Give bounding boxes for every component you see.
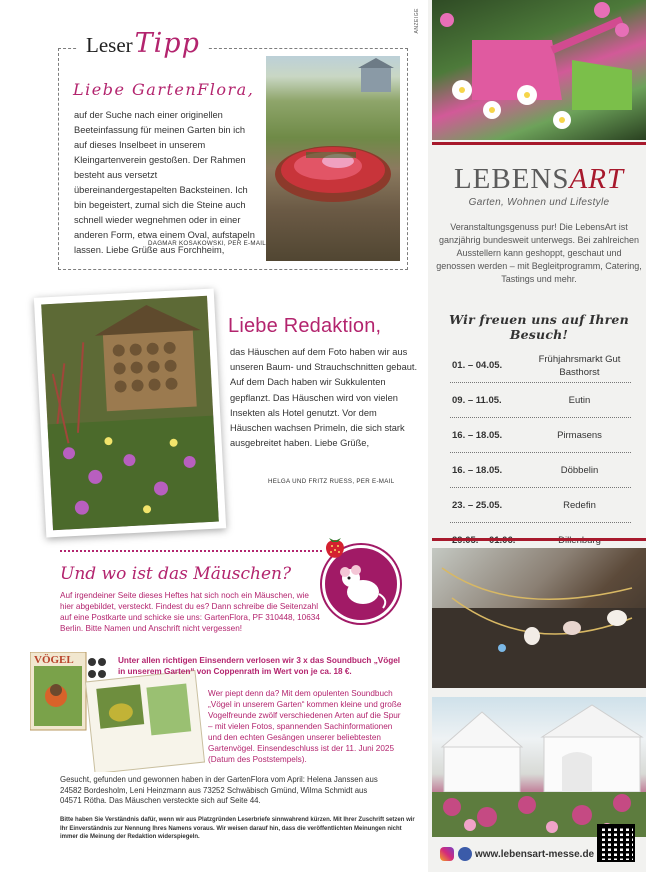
dotted-divider (60, 550, 322, 552)
insect-hotel-photo (41, 296, 219, 530)
qr-code[interactable] (597, 824, 635, 862)
ad-intro-text: Veranstaltungsgenuss pur! Die LebensArt ist ganzjährig bundesweit unterwegs. Bei zahlreichen Ausstellern kann geshoppt, geschaut und genossen werden – mit Begleitprogramm, Catering, Tastings und mehr. (436, 222, 642, 284)
event-date: 09. – 11.05. (452, 394, 502, 406)
redaktion-title: Liebe Redaktion, (228, 315, 382, 337)
market-tents-photo (432, 697, 646, 837)
leser-tipp-greeting: Liebe GartenFlora, (73, 80, 255, 99)
leser-tipp-body: auf der Suche nach einer originellen Beeteinfassung für meinen Garten bin ich auf dieses Inselbeet in unserem Kleingartenverein gestoßen. Der Rahmen besteht aus versetzt übereinandergestapelten Backsteinen. Ich bin begeistert, zumal sich die Steine auch schnell wieder wegnehmen oder in einer anderen Form, etwa einem Oval, aufstapeln lassen. Liebe Grüße aus Forchheim, (74, 110, 255, 255)
lebensart-logo (432, 163, 646, 196)
event-row (450, 418, 631, 453)
event-row (450, 453, 631, 488)
redaktion-body: das Häuschen auf dem Foto haben wir aus unseren Baum- und Strauchschnitten gebaut. Auf dem Dach haben wir Sukkulenten gepflanzt. Das Häuschen wird von vielen Insekten als Hotel genutzt. Vor dem Häuschen wachsen Primeln, die sich stark ausgebreitet haben. Liebe Grüße, (230, 347, 418, 449)
leser-tipp-signature: DAGMAR KOSAKOWSKI, PER E-MAIL (148, 240, 267, 247)
lebensart-tagline: Garten, Wohnen und Lifestyle (468, 197, 610, 208)
instagram-icon[interactable] (440, 847, 454, 861)
lebensart-logo-part1: LEBENS (453, 163, 570, 195)
event-place: Frühjahrsmarkt Gut Basthorst (538, 353, 621, 378)
event-place: Pirmasens (557, 429, 602, 441)
legal-notice: Bitte haben Sie Verständnis dafür, wenn wir aus Platzgründen Leserbriefe sinnwahrend kürzen. Mit Ihrer Zuschrift setzen wir Ihr Einverständnis zur Nennung Ihres Namens voraus. Wir weisen darauf hin, dass die veröffentlichten Meinungen nicht immer die Meinung der Redaktion widerspiegeln. (60, 817, 415, 840)
redaktion-signature: HELGA UND FRITZ RUESS, PER E-MAIL (268, 478, 395, 485)
jewelry-photo (432, 548, 646, 688)
event-date: 01. – 04.05. (452, 360, 503, 371)
leser-tipp-heading-tipp: Tipp (134, 28, 200, 59)
facebook-icon[interactable] (458, 847, 472, 861)
event-row (450, 383, 631, 418)
ad-visit-slogan: Wir freuen uns auf Ihren Besuch! (449, 312, 629, 342)
event-place: Döbbelin (560, 464, 599, 476)
soundbook-cover-title: VÖGEL (34, 654, 74, 666)
ad-mid-divider (432, 538, 646, 541)
winners-text: Gesucht, gefunden und gewonnen haben in der GartenFlora vom April: Helena Janssen aus 24582 Bordesholm, Leni Heinzmann aus 73252 Schwäbisch Gmünd, Wilma Schmidt aus 04571 Rötha. Das Mäuschen versteckte sich auf Seite 44. (60, 775, 378, 805)
maeuschen-body: Auf irgendeiner Seite dieses Heftes hat sich noch ein Mäuschen, wie hier abgebildet, versteckt. Findest du es? Dann schreibe die Seitenzahl auf eine Postkarte und schicke sie uns: GartenFlora, PF 310448, 10634 Berlin. Bitte Namen und Anschrift nicht vergessen! (60, 591, 320, 633)
leser-tipp-heading-leser: Leser (86, 33, 133, 57)
event-date: 23. – 25.05. (452, 499, 503, 511)
insect-hotel-polaroid (34, 288, 226, 537)
raffle-headline: Unter allen richtigen Einsendern verlosen wir 3 x das Soundbuch „Vögel in unserem Garten“ von Coppenrath im Wert von je ca. 18 €. (118, 656, 401, 676)
brick-bed-photo (266, 56, 400, 261)
event-dates-list (450, 349, 631, 558)
raffle-body: Wer piept denn da? Mit dem opulenten Soundbuch „Vögel in unserem Garten“ kommen kleine und große Vogelfreunde zwölf verschiedenen Arten auf die Spur – mit vielen Fotos, spannenden Sachinformationen und den echten Gesängen unserer beliebtesten Gartenvögel. Einsendeschluss ist der 11. Juni 2025 (Datum des Poststempels). (208, 689, 402, 764)
event-date: 16. – 18.05. (452, 429, 503, 441)
watering-can-photo (432, 0, 646, 140)
strawberry-icon (322, 532, 348, 562)
lebensart-logo-part2: ART (569, 163, 625, 195)
lebensart-website-link[interactable]: www.lebensart-messe.de (475, 849, 595, 860)
social-icons (440, 847, 472, 861)
maeuschen-title: Und wo ist das Mäuschen? (60, 564, 292, 584)
event-place: Eutin (568, 394, 591, 406)
leser-tipp-heading (78, 28, 208, 59)
ad-label: ANZEIGE (414, 8, 420, 34)
event-row (450, 349, 631, 383)
ad-top-divider (432, 142, 646, 145)
event-date: 16. – 18.05. (452, 464, 503, 476)
event-row (450, 488, 631, 523)
event-place: Redefin (563, 499, 596, 511)
